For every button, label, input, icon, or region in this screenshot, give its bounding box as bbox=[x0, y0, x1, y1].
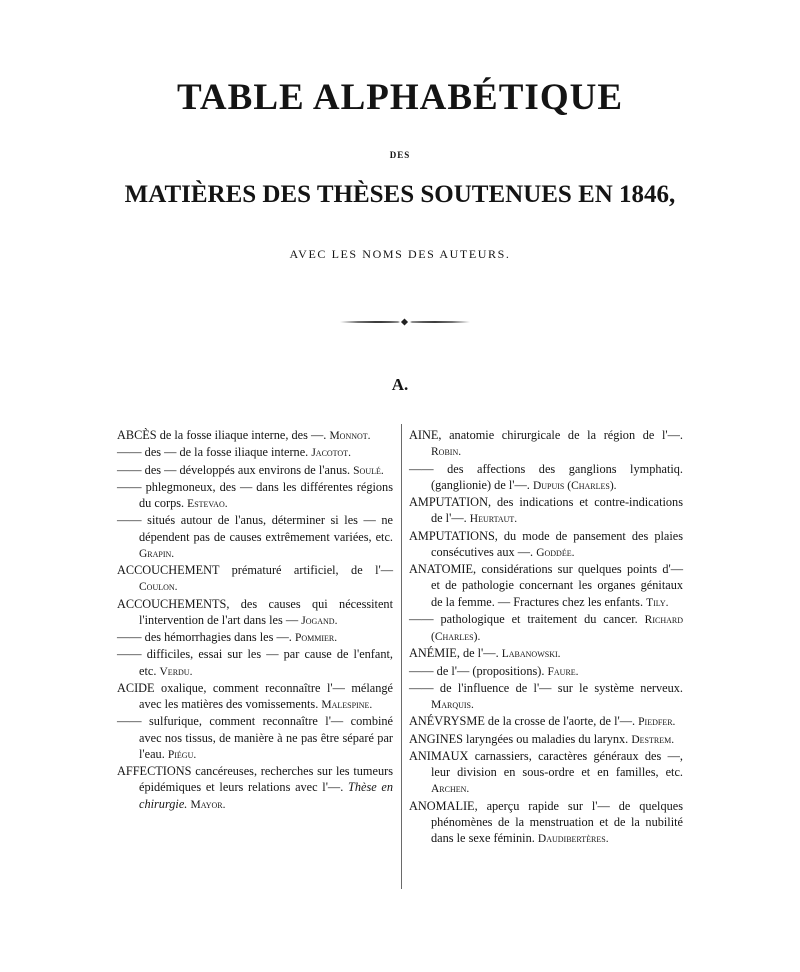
index-entry: AMPUTATIONS, du mode de pansement des plaies consécutives aux —. Goddée. bbox=[409, 528, 683, 559]
title-connector: DES bbox=[389, 150, 411, 160]
index-entry: ANOMALIE, aperçu rapide sur l'— de quelques phénomènes de la menstruation et de la nubilité dans le sexe féminin. Daudibertères. bbox=[409, 798, 683, 845]
authors-line: AVEC LES NOMS DES AUTEURS. bbox=[289, 247, 511, 261]
column-divider bbox=[401, 424, 402, 889]
index-entry: ACCOUCHEMENT prématuré artificiel, de l'— Coulon. bbox=[117, 563, 393, 594]
index-entry: ANATOMIE, considérations sur quelques points d'— et de pathologie concernant les organes génitaux de la femme. — Fractures chez les enfants. Tily. bbox=[409, 562, 683, 609]
index-entry: AINE, anatomie chirurgicale de la région de l'—. Robin. bbox=[409, 428, 683, 459]
index-entry: —— sulfurique, comment reconnaître l'— combiné avec nos tissus, de manière à ne pas être séparé par l'eau. Piégu. bbox=[117, 714, 393, 761]
ornament-divider bbox=[340, 318, 470, 326]
index-entry: AFFECTIONS cancéreuses, recherches sur les tumeurs épidémiques et leurs relations avec l'—. Thèse en chirurgie. Mayor. bbox=[117, 764, 393, 811]
index-entry: AMPUTATION, des indications et contre-indications de l'—. Heurtaut. bbox=[409, 495, 683, 526]
index-entry: —— des hémorrhagies dans les —. Pommier. bbox=[117, 630, 338, 644]
index-entry: ANÉMIE, de l'—. Labanowski. bbox=[409, 646, 561, 661]
index-entry: —— phlegmoneux, des — dans les différentes régions du corps. Estevao. bbox=[117, 479, 393, 510]
index-entry: —— des — développés aux environs de l'anus. Soulé. bbox=[117, 462, 384, 477]
index-entry: —— des — de la fosse iliaque interne. Jacotot. bbox=[117, 445, 351, 460]
page-title: TABLE ALPHABÉTIQUE bbox=[176, 77, 623, 118]
index-entry: ABCÈS de la fosse iliaque interne, des —. Monnot. bbox=[117, 428, 371, 442]
left-column bbox=[117, 427, 393, 813]
index-entry: ANÉVRYSME de la crosse de l'aorte, de l'—. Piedfer. bbox=[409, 714, 676, 729]
index-entry: ACIDE oxalique, comment reconnaître l'— mélangé avec les matières des vomissements. Malespine. bbox=[117, 680, 393, 711]
index-entry: —— difficiles, essai sur les — par cause de l'enfant, etc. Verdu. bbox=[117, 647, 393, 678]
index-entry: —— pathologique et traitement du cancer. Richard (Charles). bbox=[409, 611, 683, 643]
index-entry: —— de l'— (propositions). Faure. bbox=[409, 663, 579, 678]
index-entry: —— de l'influence de l'— sur le système nerveux. Marquis. bbox=[409, 680, 683, 711]
page-subtitle: MATIÈRES DES THÈSES SOUTENUES EN 1846, bbox=[124, 181, 676, 208]
section-letter: A. bbox=[391, 375, 409, 394]
index-entry: —— situés autour de l'anus, déterminer si les — ne dépendent pas de causes extrêmement variées, etc. Grapin. bbox=[117, 513, 393, 560]
index-entry: ANIMAUX carnassiers, caractères généraux des —, leur division en sous-ordre et en familles, etc. Archen. bbox=[409, 748, 683, 796]
index-entry: ANGINES laryngées ou maladies du larynx. Destrem. bbox=[409, 731, 675, 746]
index-entry: ACCOUCHEMENTS, des causes qui nécessitent l'intervention de l'art dans les — Jogand. bbox=[117, 596, 393, 627]
right-column bbox=[409, 427, 683, 847]
index-entry: —— des affections des ganglions lymphatiq. (ganglionie) de l'—. Dupuis (Charles). bbox=[409, 461, 683, 492]
